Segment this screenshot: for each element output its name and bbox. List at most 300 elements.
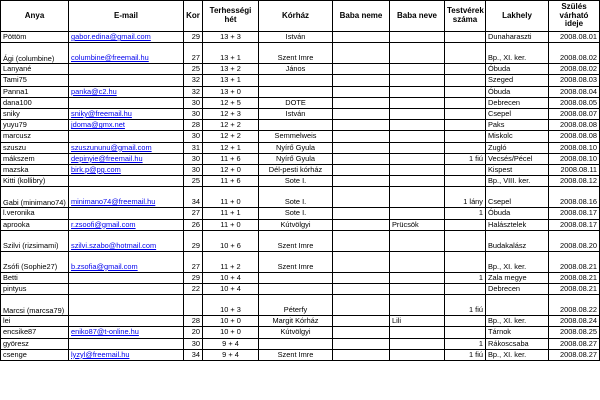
cell-testverek	[445, 219, 486, 230]
cell-baba-neme	[333, 131, 390, 142]
table-row	[1, 251, 600, 272]
cell-baba-neve: Prücsök	[390, 219, 445, 230]
header-email: E-mail	[69, 1, 184, 32]
cell-het: 11 + 0	[203, 219, 259, 230]
cell-het: 11 + 6	[203, 176, 259, 187]
email-link[interactable]: panka@c2.hu	[71, 86, 117, 96]
cell-korhaz: Semmelweis	[259, 131, 333, 142]
cell-baba-neve	[390, 187, 445, 208]
cell-email	[69, 165, 184, 176]
table-row	[1, 187, 600, 208]
cell-testverek	[445, 86, 486, 97]
cell-baba-neve	[390, 109, 445, 120]
cell-baba-neme	[333, 295, 390, 316]
cell-baba-neme	[333, 349, 390, 360]
cell-szules-ideje: 2008.08.21	[549, 251, 600, 272]
cell-baba-neve	[390, 142, 445, 153]
cell-baba-neve	[390, 272, 445, 283]
cell-email	[69, 295, 184, 316]
table-row	[1, 120, 600, 131]
cell-lakhely: Bp., XI. ker.	[486, 43, 549, 64]
header-kor: Kor	[184, 1, 203, 32]
header-baba-neme: Baba neme	[333, 1, 390, 32]
cell-lakhely: Budakalász	[486, 230, 549, 251]
cell-kor: 27	[184, 43, 203, 64]
cell-szules-ideje: 2008.08.24	[549, 316, 600, 327]
cell-email	[69, 97, 184, 108]
cell-lakhely: Miskolc	[486, 131, 549, 142]
cell-testverek: 1 fiú	[445, 153, 486, 164]
cell-baba-neme	[333, 187, 390, 208]
cell-kor: 30	[184, 97, 203, 108]
cell-baba-neve	[390, 86, 445, 97]
cell-email	[69, 131, 184, 142]
cell-baba-neve	[390, 43, 445, 64]
cell-baba-neme	[333, 327, 390, 338]
cell-het: 11 + 6	[203, 153, 259, 164]
cell-anya: Panna1	[1, 86, 69, 97]
cell-baba-neve	[390, 284, 445, 295]
cell-anya: marcusz	[1, 131, 69, 142]
cell-korhaz: Margit Kórház	[259, 316, 333, 327]
cell-email	[69, 251, 184, 272]
cell-email	[69, 338, 184, 349]
cell-testverek	[445, 165, 486, 176]
header-row	[1, 1, 600, 32]
cell-anya: györesz	[1, 338, 69, 349]
cell-szules-ideje: 2008.08.07	[549, 109, 600, 120]
cell-baba-neme	[333, 284, 390, 295]
cell-anya: Szilvi (rizsimami)	[1, 230, 69, 251]
cell-szules-ideje: 2008.08.10	[549, 153, 600, 164]
cell-baba-neme	[333, 165, 390, 176]
cell-email	[69, 142, 184, 153]
cell-het: 13 + 1	[203, 75, 259, 86]
cell-baba-neme	[333, 153, 390, 164]
cell-anya: Gabi (minimano74)	[1, 187, 69, 208]
header-terhessegi-het: Terhességi hét	[203, 1, 259, 32]
header-korhaz: Kórház	[259, 1, 333, 32]
cell-testverek	[445, 43, 486, 64]
cell-kor: 34	[184, 349, 203, 360]
cell-testverek	[445, 120, 486, 131]
cell-korhaz	[259, 86, 333, 97]
cell-lakhely: Óbuda	[486, 86, 549, 97]
header-szules-ideje: Szülés várható ideje	[549, 1, 600, 32]
cell-testverek	[445, 32, 486, 43]
cell-kor: 29	[184, 230, 203, 251]
cell-szules-ideje: 2008.08.20	[549, 230, 600, 251]
cell-anya: mazska	[1, 165, 69, 176]
cell-anya: Betti	[1, 272, 69, 283]
cell-testverek: 1 fiú	[445, 295, 486, 316]
cell-szules-ideje: 2008.08.17	[549, 219, 600, 230]
cell-testverek	[445, 327, 486, 338]
cell-szules-ideje: 2008.08.17	[549, 208, 600, 219]
cell-email	[69, 272, 184, 283]
table-row	[1, 131, 600, 142]
cell-szules-ideje: 2008.08.25	[549, 327, 600, 338]
email-link[interactable]: szilvi.szabo@hotmail.com	[71, 240, 157, 250]
table-row	[1, 97, 600, 108]
cell-anya: pintyus	[1, 284, 69, 295]
cell-het: 10 + 0	[203, 327, 259, 338]
cell-anya: Marcsi (marcsa79)	[1, 295, 69, 316]
table-row	[1, 64, 600, 75]
cell-baba-neve	[390, 64, 445, 75]
table-row	[1, 272, 600, 283]
cell-kor: 34	[184, 187, 203, 208]
cell-kor: 31	[184, 142, 203, 153]
table-row	[1, 284, 600, 295]
cell-testverek	[445, 97, 486, 108]
cell-baba-neme	[333, 219, 390, 230]
cell-lakhely: Halásztelek	[486, 219, 549, 230]
cell-anya: Kitti (kollibry)	[1, 176, 69, 187]
cell-email	[69, 284, 184, 295]
cell-kor: 27	[184, 251, 203, 272]
cell-korhaz: István	[259, 109, 333, 120]
cell-het: 9 + 4	[203, 349, 259, 360]
cell-email	[69, 32, 184, 43]
cell-het: 12 + 3	[203, 109, 259, 120]
cell-anya: mákszem	[1, 153, 69, 164]
cell-korhaz: Szent Imre	[259, 349, 333, 360]
header-baba-neve: Baba neve	[390, 1, 445, 32]
cell-anya: szuszu	[1, 142, 69, 153]
cell-lakhely: Rákoscsaba	[486, 338, 549, 349]
table-row	[1, 142, 600, 153]
cell-korhaz: Péterfy	[259, 295, 333, 316]
cell-email	[69, 349, 184, 360]
cell-email	[69, 109, 184, 120]
cell-email	[69, 86, 184, 97]
cell-baba-neme	[333, 272, 390, 283]
table-row	[1, 43, 600, 64]
cell-lakhely: Óbuda	[486, 208, 549, 219]
email-link[interactable]: birk.p@pg.com	[71, 165, 121, 175]
cell-email	[69, 75, 184, 86]
cell-het: 12 + 1	[203, 142, 259, 153]
cell-korhaz: Nyírő Gyula	[259, 142, 333, 153]
cell-baba-neve	[390, 165, 445, 176]
cell-lakhely: Dunaharaszti	[486, 32, 549, 43]
cell-baba-neve	[390, 75, 445, 86]
email-link[interactable]: r.zsoofi@gmail.com	[71, 219, 136, 229]
table-row	[1, 86, 600, 97]
cell-korhaz: Kútvölgyi	[259, 327, 333, 338]
cell-testverek: 1	[445, 338, 486, 349]
cell-korhaz: Szent Imre	[259, 43, 333, 64]
email-link[interactable]: gabor.edina@gmail.com	[71, 32, 151, 41]
cell-szules-ideje: 2008.08.21	[549, 284, 600, 295]
header-lakhely: Lakhely	[486, 1, 549, 32]
cell-szules-ideje: 2008.08.16	[549, 187, 600, 208]
cell-korhaz: DOTE	[259, 97, 333, 108]
cell-korhaz: János	[259, 64, 333, 75]
cell-anya: lei	[1, 316, 69, 327]
cell-het: 13 + 3	[203, 32, 259, 43]
cell-lakhely	[486, 295, 549, 316]
cell-korhaz	[259, 75, 333, 86]
cell-het: 12 + 2	[203, 120, 259, 131]
cell-anya: sniky	[1, 109, 69, 120]
cell-anya: aprooka	[1, 219, 69, 230]
cell-lakhely: Zugló	[486, 142, 549, 153]
cell-email	[69, 316, 184, 327]
cell-korhaz: Dél-pesti kórház	[259, 165, 333, 176]
cell-het: 11 + 0	[203, 187, 259, 208]
cell-baba-neve	[390, 230, 445, 251]
cell-testverek	[445, 109, 486, 120]
cell-anya: Pöttöm	[1, 32, 69, 43]
email-link[interactable]: szuszununu@gmail.com	[71, 142, 152, 152]
cell-korhaz: István	[259, 32, 333, 43]
cell-szules-ideje: 2008.08.27	[549, 349, 600, 360]
cell-baba-neme	[333, 251, 390, 272]
cell-baba-neve	[390, 327, 445, 338]
cell-het: 13 + 1	[203, 43, 259, 64]
email-link[interactable]: columbine@freemail.hu	[71, 53, 149, 62]
cell-lakhely: Csepel	[486, 109, 549, 120]
cell-kor: 27	[184, 208, 203, 219]
cell-email	[69, 327, 184, 338]
cell-baba-neve	[390, 32, 445, 43]
cell-baba-neve	[390, 153, 445, 164]
cell-lakhely: Tárnok	[486, 327, 549, 338]
cell-kor: 29	[184, 272, 203, 283]
cell-kor: 30	[184, 338, 203, 349]
cell-het: 10 + 4	[203, 272, 259, 283]
table-row	[1, 295, 600, 316]
cell-testverek	[445, 176, 486, 187]
cell-het: 11 + 2	[203, 251, 259, 272]
cell-email	[69, 187, 184, 208]
cell-kor: 29	[184, 32, 203, 43]
cell-baba-neme	[333, 230, 390, 251]
cell-email	[69, 64, 184, 75]
cell-email	[69, 230, 184, 251]
cell-anya: yuyu79	[1, 120, 69, 131]
header-testverek-szama: Testvérek száma	[445, 1, 486, 32]
cell-lakhely: Bp., XI. ker.	[486, 251, 549, 272]
cell-korhaz: Sote I.	[259, 187, 333, 208]
cell-kor: 25	[184, 64, 203, 75]
cell-anya: encsike87	[1, 327, 69, 338]
cell-baba-neve	[390, 120, 445, 131]
email-link[interactable]: sniky@freemail.hu	[71, 109, 132, 119]
cell-baba-neme	[333, 176, 390, 187]
cell-testverek	[445, 284, 486, 295]
cell-het: 13 + 2	[203, 64, 259, 75]
table-row	[1, 219, 600, 230]
cell-lakhely: Kispest	[486, 165, 549, 176]
cell-kor: 28	[184, 120, 203, 131]
cell-email	[69, 208, 184, 219]
cell-baba-neme	[333, 316, 390, 327]
cell-het: 12 + 0	[203, 165, 259, 176]
cell-baba-neme	[333, 109, 390, 120]
cell-baba-neve	[390, 338, 445, 349]
cell-lakhely: Csepel	[486, 187, 549, 208]
cell-szules-ideje: 2008.08.04	[549, 86, 600, 97]
email-link[interactable]: jdoma@gmx.net	[71, 120, 125, 130]
table-row	[1, 316, 600, 327]
cell-testverek	[445, 64, 486, 75]
cell-testverek	[445, 230, 486, 251]
cell-baba-neme	[333, 208, 390, 219]
cell-szules-ideje: 2008.08.02	[549, 64, 600, 75]
cell-lakhely: Vecsés/Pécel	[486, 153, 549, 164]
cell-kor: 30	[184, 131, 203, 142]
cell-testverek: 1 lány	[445, 187, 486, 208]
cell-lakhely: Debrecen	[486, 97, 549, 108]
cell-baba-neve	[390, 208, 445, 219]
cell-szules-ideje: 2008.08.01	[549, 32, 600, 43]
table-row	[1, 208, 600, 219]
email-link[interactable]: lyzyl@freemail.hu	[71, 349, 130, 359]
cell-testverek: 1	[445, 208, 486, 219]
cell-szules-ideje: 2008.08.27	[549, 338, 600, 349]
table-row	[1, 327, 600, 338]
cell-kor	[184, 295, 203, 316]
cell-anya: Tami75	[1, 75, 69, 86]
cell-het: 12 + 5	[203, 97, 259, 108]
cell-het: 10 + 4	[203, 284, 259, 295]
cell-szules-ideje: 2008.08.11	[549, 165, 600, 176]
cell-baba-neme	[333, 338, 390, 349]
cell-baba-neme	[333, 43, 390, 64]
cell-baba-neme	[333, 64, 390, 75]
cell-email	[69, 153, 184, 164]
cell-kor: 25	[184, 176, 203, 187]
cell-baba-neve	[390, 251, 445, 272]
email-link[interactable]: eniko87@t-online.hu	[71, 327, 139, 337]
cell-baba-neve	[390, 97, 445, 108]
cell-baba-neme	[333, 142, 390, 153]
table-row	[1, 153, 600, 164]
table-row	[1, 230, 600, 251]
cell-szules-ideje: 2008.08.02	[549, 43, 600, 64]
cell-szules-ideje: 2008.08.08	[549, 131, 600, 142]
cell-lakhely: Bp., XI. ker.	[486, 316, 549, 327]
email-link[interactable]: depinyie@freemail.hu	[71, 153, 143, 163]
cell-lakhely: Bp., VIII. ker.	[486, 176, 549, 187]
cell-testverek: 1 fiú	[445, 349, 486, 360]
cell-kor: 32	[184, 75, 203, 86]
cell-korhaz: Nyírő Gyula	[259, 153, 333, 164]
cell-baba-neme	[333, 120, 390, 131]
cell-anya: Zsófi (Sophie27)	[1, 251, 69, 272]
cell-testverek	[445, 75, 486, 86]
cell-anya: l.veronika	[1, 208, 69, 219]
cell-baba-neve	[390, 131, 445, 142]
table-row	[1, 75, 600, 86]
cell-korhaz	[259, 272, 333, 283]
cell-lakhely: Debrecen	[486, 284, 549, 295]
cell-lakhely: Óbuda	[486, 64, 549, 75]
cell-het: 12 + 2	[203, 131, 259, 142]
table-row	[1, 165, 600, 176]
table-row	[1, 32, 600, 43]
cell-korhaz	[259, 338, 333, 349]
cell-lakhely: Zala megye	[486, 272, 549, 283]
cell-szules-ideje: 2008.08.08	[549, 120, 600, 131]
cell-szules-ideje: 2008.08.21	[549, 272, 600, 283]
header-anya: Anya	[1, 1, 69, 32]
cell-szules-ideje: 2008.08.05	[549, 97, 600, 108]
table-row	[1, 109, 600, 120]
cell-testverek	[445, 251, 486, 272]
table-row	[1, 349, 600, 360]
table-row	[1, 176, 600, 187]
email-link[interactable]: b.zsofia@gmail.com	[71, 261, 138, 271]
cell-korhaz: Kútvölgyi	[259, 219, 333, 230]
email-link[interactable]: minimano74@freemail.hu	[71, 197, 156, 207]
cell-het: 9 + 4	[203, 338, 259, 349]
cell-het: 11 + 1	[203, 208, 259, 219]
cell-korhaz: Sote I.	[259, 208, 333, 219]
cell-kor: 30	[184, 153, 203, 164]
cell-korhaz	[259, 284, 333, 295]
cell-het: 10 + 3	[203, 295, 259, 316]
cell-baba-neme	[333, 32, 390, 43]
cell-lakhely: Paks	[486, 120, 549, 131]
cell-lakhely: Bp., XI. ker.	[486, 349, 549, 360]
cell-testverek	[445, 142, 486, 153]
cell-szules-ideje: 2008.08.22	[549, 295, 600, 316]
cell-korhaz: Sote I.	[259, 176, 333, 187]
cell-baba-neme	[333, 86, 390, 97]
cell-email	[69, 176, 184, 187]
cell-baba-neve	[390, 295, 445, 316]
cell-kor: 32	[184, 86, 203, 97]
cell-kor: 30	[184, 109, 203, 120]
cell-lakhely: Szeged	[486, 75, 549, 86]
cell-email	[69, 120, 184, 131]
cell-kor: 20	[184, 327, 203, 338]
cell-baba-neve	[390, 176, 445, 187]
cell-korhaz: Szent Imre	[259, 251, 333, 272]
cell-szules-ideje: 2008.08.12	[549, 176, 600, 187]
cell-testverek	[445, 131, 486, 142]
cell-korhaz: Szent Imre	[259, 230, 333, 251]
cell-szules-ideje: 2008.08.03	[549, 75, 600, 86]
cell-het: 10 + 0	[203, 316, 259, 327]
table-row	[1, 338, 600, 349]
cell-baba-neve: Lili	[390, 316, 445, 327]
cell-email	[69, 219, 184, 230]
cell-anya: Ági (columbine)	[1, 43, 69, 64]
cell-anya: dana100	[1, 97, 69, 108]
cell-testverek	[445, 316, 486, 327]
cell-kor: 28	[184, 316, 203, 327]
cell-kor: 26	[184, 219, 203, 230]
cell-baba-neve	[390, 349, 445, 360]
cell-korhaz	[259, 120, 333, 131]
cell-het: 13 + 0	[203, 86, 259, 97]
cell-anya: csenge	[1, 349, 69, 360]
cell-anya: Lanyané	[1, 64, 69, 75]
cell-kor: 30	[184, 165, 203, 176]
cell-kor: 22	[184, 284, 203, 295]
cell-baba-neme	[333, 97, 390, 108]
cell-szules-ideje: 2008.08.10	[549, 142, 600, 153]
cell-het: 10 + 6	[203, 230, 259, 251]
cell-testverek: 1	[445, 272, 486, 283]
cell-email	[69, 43, 184, 64]
cell-baba-neme	[333, 75, 390, 86]
